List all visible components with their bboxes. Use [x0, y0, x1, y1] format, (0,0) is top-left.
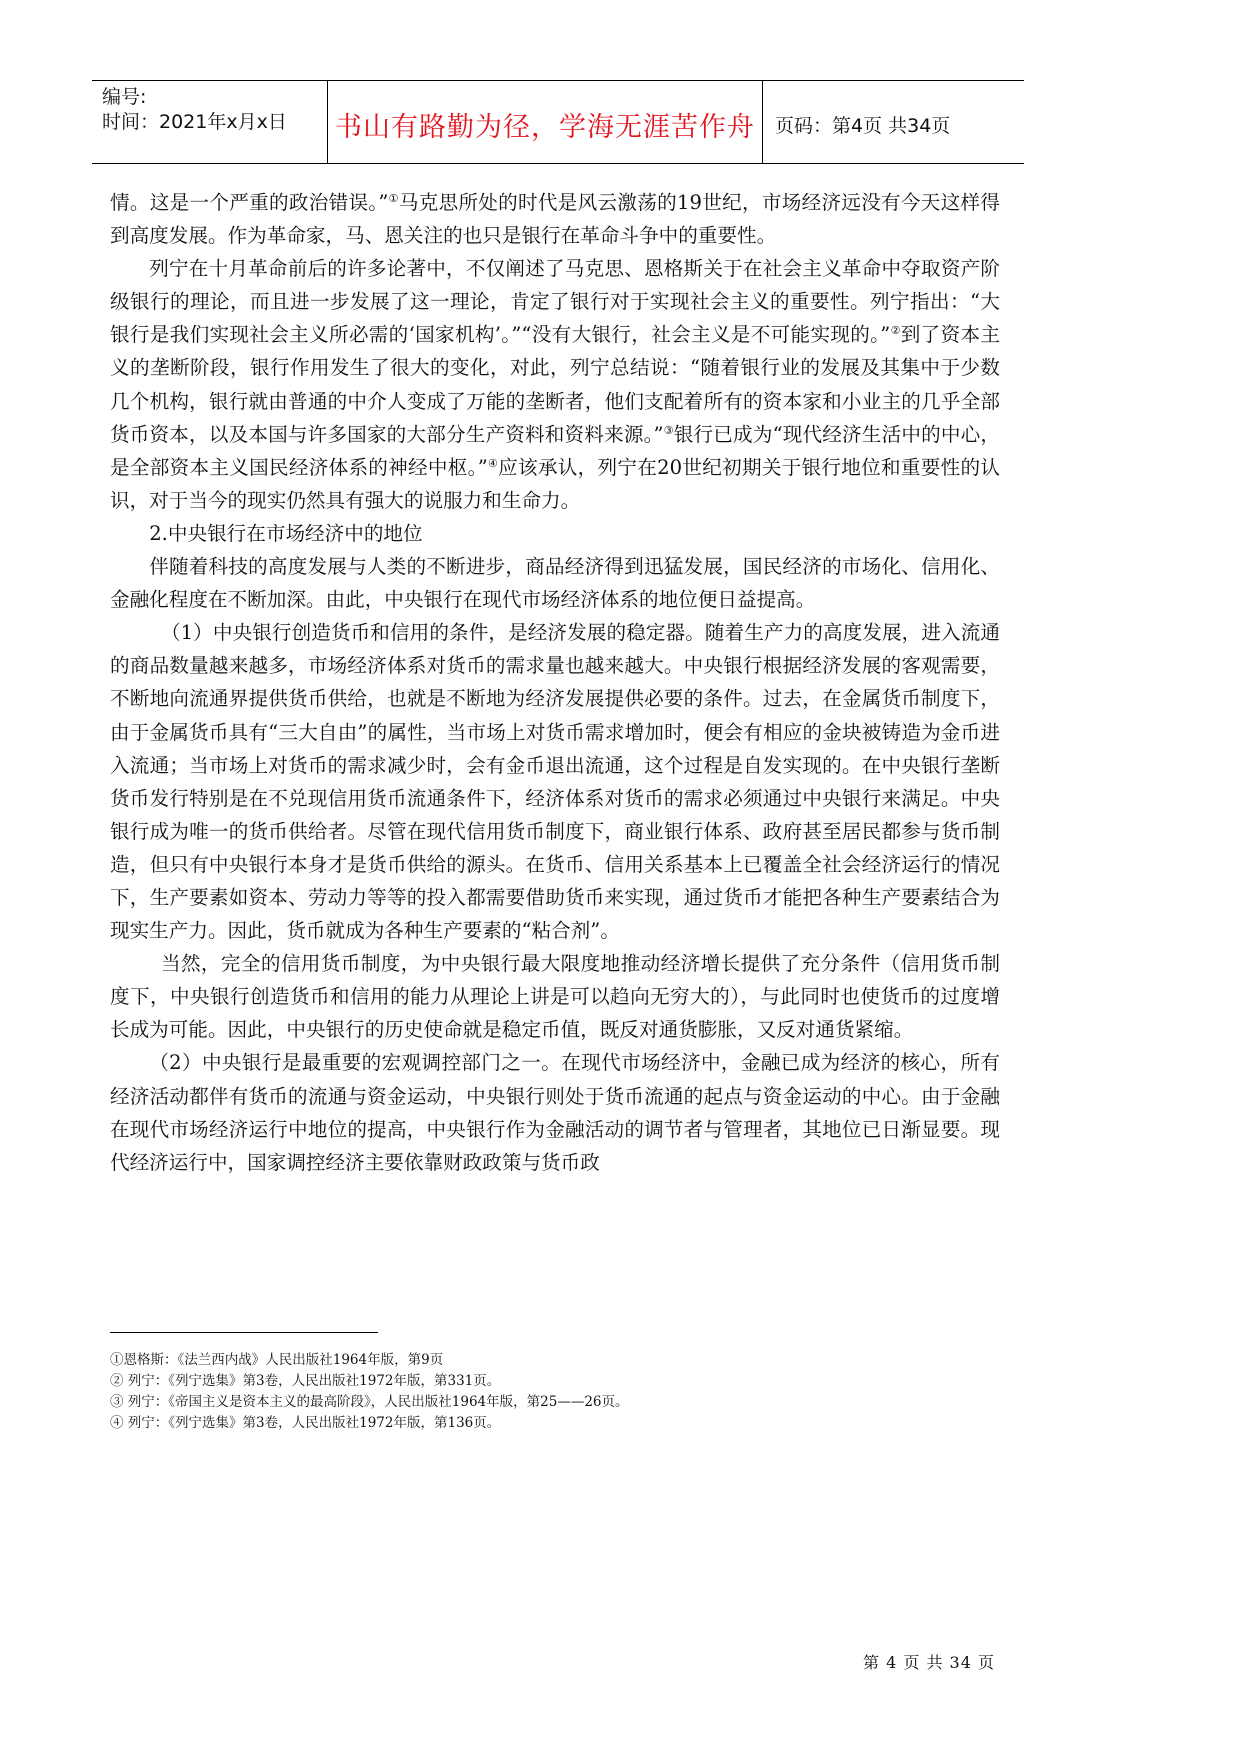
footnote: ④ 列宁：《列宁选集》第3卷，人民出版社1972年版，第136页。 — [110, 1415, 501, 1431]
page-header — [92, 80, 1024, 164]
footnotes — [110, 1350, 1000, 1434]
paragraph: 当然，完全的信用货币制度，为中央银行最大限度地推动经济增长提供了充分条件（信用货币制度下，中央银行创造货币和信用的能力从理论上讲是可以趋向无穷大的），与此同时也使货币的过度增长成为可能。因此，中央银行的历史使命就是稳定币值，既反对通货膨胀，又反对通货紧缩。 — [110, 952, 1000, 1042]
document-body — [110, 186, 1000, 1179]
footnote-divider — [110, 1332, 378, 1333]
header-motto: 书山有路勤为径，学海无涯苦作舟 — [328, 81, 763, 163]
header-meta — [92, 81, 328, 163]
document-number-label: 编号: — [102, 86, 147, 108]
footnote: ①恩格斯：《法兰西内战》人民出版社1964年版，第9页 — [110, 1352, 444, 1368]
footnote: ③ 列宁：《帝国主义是资本主义的最高阶段》，人民出版社1964年版，第25——26页。 — [110, 1394, 629, 1410]
section-heading: 2.中央银行在市场经济中的地位 — [149, 521, 423, 545]
paragraph: （2）中央银行是最重要的宏观调控部门之一。在现代市场经济中，金融已成为经济的核心，所有经济活动都伴有货币的流通与资金运动，中央银行则处于货币流通的起点与资金运动的中心。由于金融在现代市场经济运行中地位的提高，中央银行作为金融活动的调节者与管理者，其地位已日渐显要。现代经济运行中，国家调控经济主要依靠财政政策与货币政 — [110, 1051, 1000, 1174]
paragraph: 伴随着科技的高度发展与人类的不断进步，商品经济得到迅猛发展，国民经济的市场化、信用化、金融化程度在不断加深。由此，中央银行在现代市场经济体系的地位便日益提高。 — [110, 555, 1000, 612]
document-time-label: 时间：2021年x月x日 — [102, 111, 287, 133]
footnote-ref: ④ — [487, 456, 499, 470]
header-page-label: 页码：第4页 共34页 — [775, 114, 951, 137]
footnote-ref: ② — [890, 324, 901, 338]
footnote: ② 列宁：《列宁选集》第3卷，人民出版社1972年版，第331页。 — [110, 1373, 501, 1389]
paragraph: （1）中央银行创造货币和信用的条件，是经济发展的稳定器。随着生产力的高度发展，进入流通的商品数量越来越多，市场经济体系对货币的需求量也越来越大。中央银行根据经济发展的客观需要，不断地向流通界提供货币供给，也就是不断地为经济发展提供必要的条件。过去，在金属货币制度下，由于金属货币具有“三大自由”的属性，当市场上对货币需求增加时，便会有相应的金块被铸造为金币进入流通；当市场上对货币的需求减少时，会有金币退出流通，这个过程是自发实现的。在中央银行垄断货币发行特别是在不兑现信用货币流通条件下，经济体系对货币的需求必须通过中央银行来满足。中央银行成为唯一的货币供给者。尽管在现代信用货币制度下，商业银行体系、政府甚至居民都参与货币制造，但只有中央银行本身才是货币供给的源头。在货币、信用关系基本上已覆盖全社会经济运行的情况下，生产要素如资本、劳动力等等的投入都需要借助货币来实现，通过货币才能把各种生产要素结合为现实生产力。因此，货币就成为各种生产要素的“粘合剂”。 — [110, 621, 1000, 943]
footnote-ref: ① — [388, 192, 399, 205]
footnote-ref: ③ — [663, 423, 674, 437]
paragraph: 列宁在十月革命前后的许多论著中，不仅阐述了马克思、恩格斯关于在社会主义革命中夺取资产阶级银行的理论，而且进一步发展了这一理论，肯定了银行对于实现社会主义的重要性。列宁指出：“大银行是我们实现社会主义所必需的‘国家机构’。”“没有大银行，社会主义是不可能实现的。”②到了资本主义的垄断阶段，银行作用发生了很大的变化，对此，列宁总结说：“随着银行业的发展及其集中于少数几个机构，银行就由普通的中介人变成了万能的垄断者，他们支配着所有的资本家和小业主的几乎全部货币资本，以及本国与许多国家的大部分生产资料和资料来源。”③银行已成为“现代经济生活中的中心，是全部资本主义国民经济体系的神经中枢。”④应该承认，列宁在20世纪初期关于银行地位和重要性的认识，对于当今的现实仍然具有强大的说服力和生命力。 — [110, 257, 1000, 512]
footer-page-number: 第 4 页 共 34 页 — [863, 1653, 995, 1672]
paragraph: 情。这是一个严重的政治错误。”①马克思所处的时代是风云激荡的19世纪，市场经济远没有今天这样得到高度发展。作为革命家，马、恩关注的也只是银行在革命斗争中的重要性。 — [110, 191, 1000, 248]
